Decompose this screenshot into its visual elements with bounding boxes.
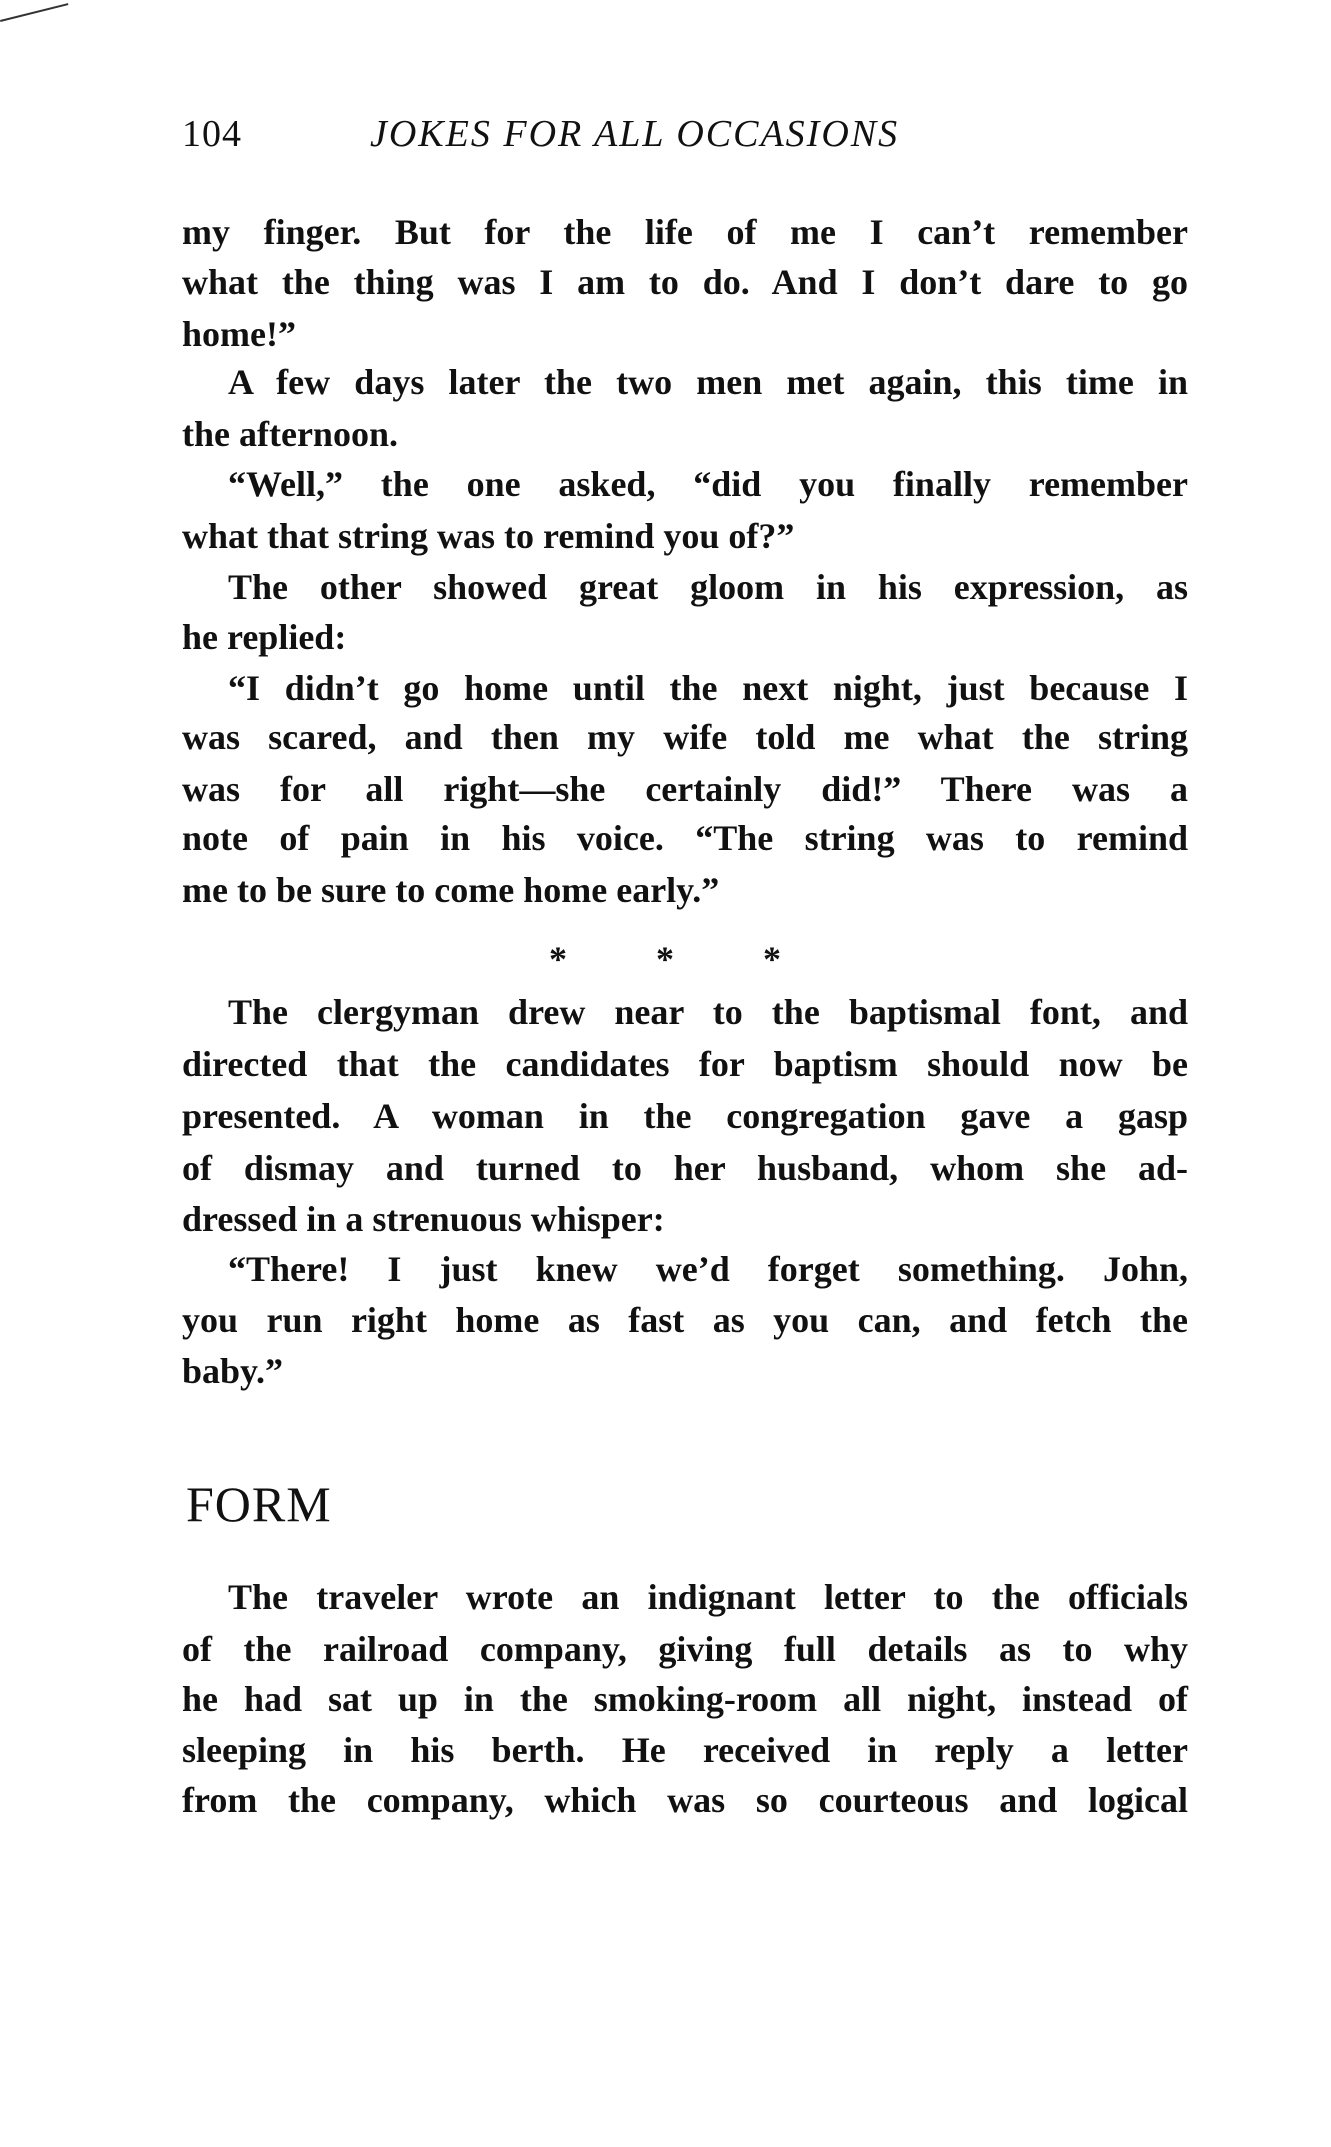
page-number: 104 [182, 113, 242, 155]
text-line: the afternoon. [182, 414, 398, 454]
text-line: The traveler wrote an indignant letter to the officials [228, 1577, 1188, 1617]
text-line: The other showed great gloom in his expression, as [228, 567, 1188, 607]
text-line: note of pain in his voice. “The string was to remind [182, 818, 1188, 858]
section-separator: * * * [549, 939, 821, 979]
text-line: dressed in a strenuous whisper: [182, 1199, 665, 1239]
text-line: what the thing was I am to do. And I don’t dare to go [182, 262, 1188, 302]
text-line: “Well,” the one asked, “did you finally remember [228, 464, 1188, 504]
text-line: directed that the candidates for baptism should now be [182, 1044, 1188, 1084]
text-line: my finger. But for the life of me I can’t remember [182, 212, 1188, 252]
text-line: “I didn’t go home until the next night, just because I [228, 668, 1188, 708]
section-heading: FORM [186, 1476, 332, 1532]
text-line: you run right home as fast as you can, and fetch the [182, 1300, 1188, 1340]
text-line: of the railroad company, giving full details as to why [182, 1629, 1188, 1669]
text-line: “There! I just knew we’d forget something. John, [228, 1249, 1188, 1289]
text-line: what that string was to remind you of?” [182, 516, 795, 556]
text-line: was for all right—she certainly did!” There was a [182, 769, 1188, 809]
running-title: JOKES FOR ALL OCCASIONS [370, 113, 900, 155]
corner-mark [0, 3, 68, 22]
text-line: The clergyman drew near to the baptismal font, and [228, 992, 1188, 1032]
text-line: presented. A woman in the congregation gave a gasp [182, 1096, 1188, 1136]
text-line: from the company, which was so courteous and logical [182, 1780, 1188, 1820]
text-line: home!” [182, 314, 296, 354]
text-line: baby.” [182, 1351, 284, 1391]
text-line: me to be sure to come home early.” [182, 870, 720, 910]
text-line: he replied: [182, 617, 347, 657]
text-line: of dismay and turned to her husband, whom she ad- [182, 1148, 1188, 1188]
text-line: he had sat up in the smoking-room all night, instead of [182, 1679, 1188, 1719]
text-line: was scared, and then my wife told me what the string [182, 717, 1188, 757]
text-line: sleeping in his berth. He received in reply a letter [182, 1730, 1188, 1770]
text-line: A few days later the two men met again, this time in [228, 362, 1188, 402]
